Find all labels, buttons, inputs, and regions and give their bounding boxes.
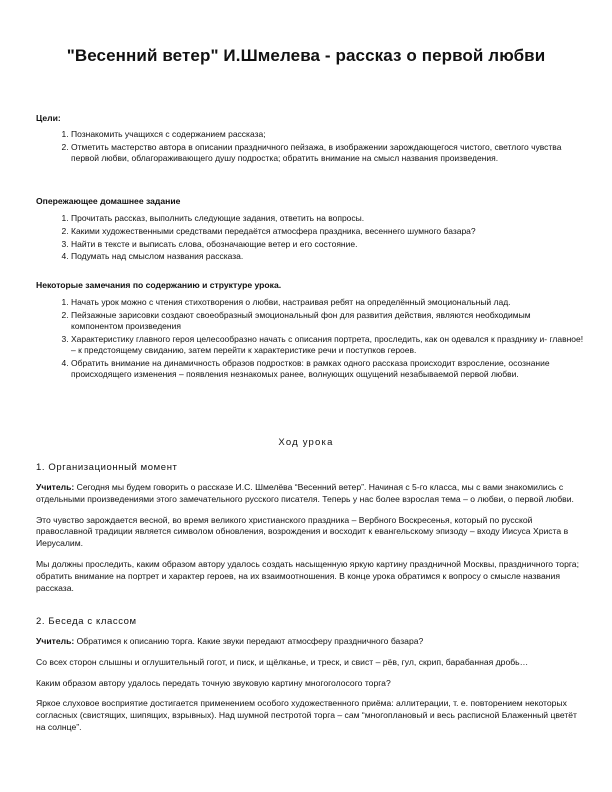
notes-heading: Некоторые замечания по содержанию и структуре урока. (36, 280, 282, 290)
list-item: 2. Отметить мастерство автора в описании праздничного пейзажа, в изображении зарождающегося чистого, светлого чувства первой любви, облагораживающего душу подростка; обратить внимание на смысл названия произведения. (71, 142, 584, 165)
list-item: 4. Подумать над смыслом названия рассказа. (71, 251, 584, 262)
section1-heading: 1. Организационный момент (36, 462, 178, 473)
goals-section (36, 113, 584, 166)
page-title: "Весенний ветер" И.Шмелева - рассказ о первой любви (66, 46, 546, 65)
section-class-discussion (36, 616, 584, 734)
section2-paragraph-1 (36, 636, 584, 648)
section1-paragraph-2: Это чувство зарождается весной, во время великого христианского праздника – Вербного Воскресенья, который по русской православной традиции является символом обновления, возрождения и восходит к евангельскому эпизоду – входу Иисуса Христа в Иерусалим. (36, 514, 569, 549)
goals-list (36, 129, 584, 164)
section2-paragraph-2: Со всех сторон слышны и оглушительный гогот, и писк, и щёлканье, и треск, и свист – рёв, гул, скрип, барабанная дробь… (36, 656, 529, 667)
lesson-heading: Ход урока (278, 437, 334, 448)
homework-section (36, 196, 584, 264)
section1-paragraph-1 (36, 482, 584, 506)
section1-paragraph-3: Мы должны проследить, каким образом автору удалось создать насыщенную яркую картину праздничной Москвы, праздничного торга; обратить внимание на портрет и характер героев, на их взаимоотношения. В конце урока обратимся к вопросу о смысле названия рассказа. (36, 558, 579, 593)
section1-text-1: Сегодня мы будем говорить о рассказе И.С. Шмелёва “Весенний ветер”. Начиная с 5-го класса, мы с вами знакомились с отдельными произведениями этого замечательного русского писателя. Теперь у нас более взрослая тема – о любви, о первой любви. (36, 482, 574, 504)
list-item: 1. Прочитать рассказ, выполнить следующие задания, ответить на вопросы. (71, 213, 584, 224)
list-item: 4. Обратить внимание на динамичность образов подростков: в рамках одного рассказа происходит взросление, осознание происходящего изменения – появления незнакомых ранее, волнующих ощущений незабываемой первой любви. (71, 358, 584, 381)
section-organizational (36, 462, 584, 594)
teacher-label: Учитель: (36, 636, 75, 646)
list-item: 2. Какими художественными средствами передаётся атмосфера праздника, весеннего шумного базара? (71, 226, 584, 237)
list-item: 1. Начать урок можно с чтения стихотворения о любви, настраивая ребят на определённый эмоциональный лад. (71, 297, 584, 308)
teacher-label: Учитель: (36, 482, 75, 492)
list-item: 3. Найти в тексте и выписать слова, обозначающие ветер и его состояние. (71, 239, 584, 250)
list-item: 1. Познакомить учащихся с содержанием рассказа; (71, 129, 584, 140)
section2-heading: 2. Беседа с классом (36, 616, 137, 627)
section2-paragraph-4: Яркое слуховое восприятие достигается применением особого художественного приёма: аллитерации, т. е. повторением некоторых согласных (свистящих, шипящих, взрывных). Над шумной пестротой торга – сам “многоплановый и весь расписной Блаженный цветёт на солнце”. (36, 698, 577, 732)
section2-paragraph-3: Каким образом автору удалось передать точную звуковую картину многоголосого торга? (36, 677, 391, 688)
notes-list (36, 297, 584, 381)
notes-section (36, 280, 584, 382)
list-item: 3. Характеристику главного героя целесообразно начать с описания портрета, проследить, как он одевался к празднику и- главное! – к предстоящему свиданию, затем перейти к характеристике речи и поступков героев. (71, 334, 584, 357)
homework-list (36, 213, 584, 263)
list-item: 2. Пейзажные зарисовки создают своеобразный эмоциональный фон для развития действия, являются необходимым компонентом произведения (71, 310, 584, 333)
section2-text-1: Обратимся к описанию торга. Какие звуки передают атмосферу праздничного базара? (74, 636, 424, 646)
goals-heading: Цели: (36, 113, 61, 123)
homework-heading: Опережающее домашнее задание (36, 196, 181, 206)
